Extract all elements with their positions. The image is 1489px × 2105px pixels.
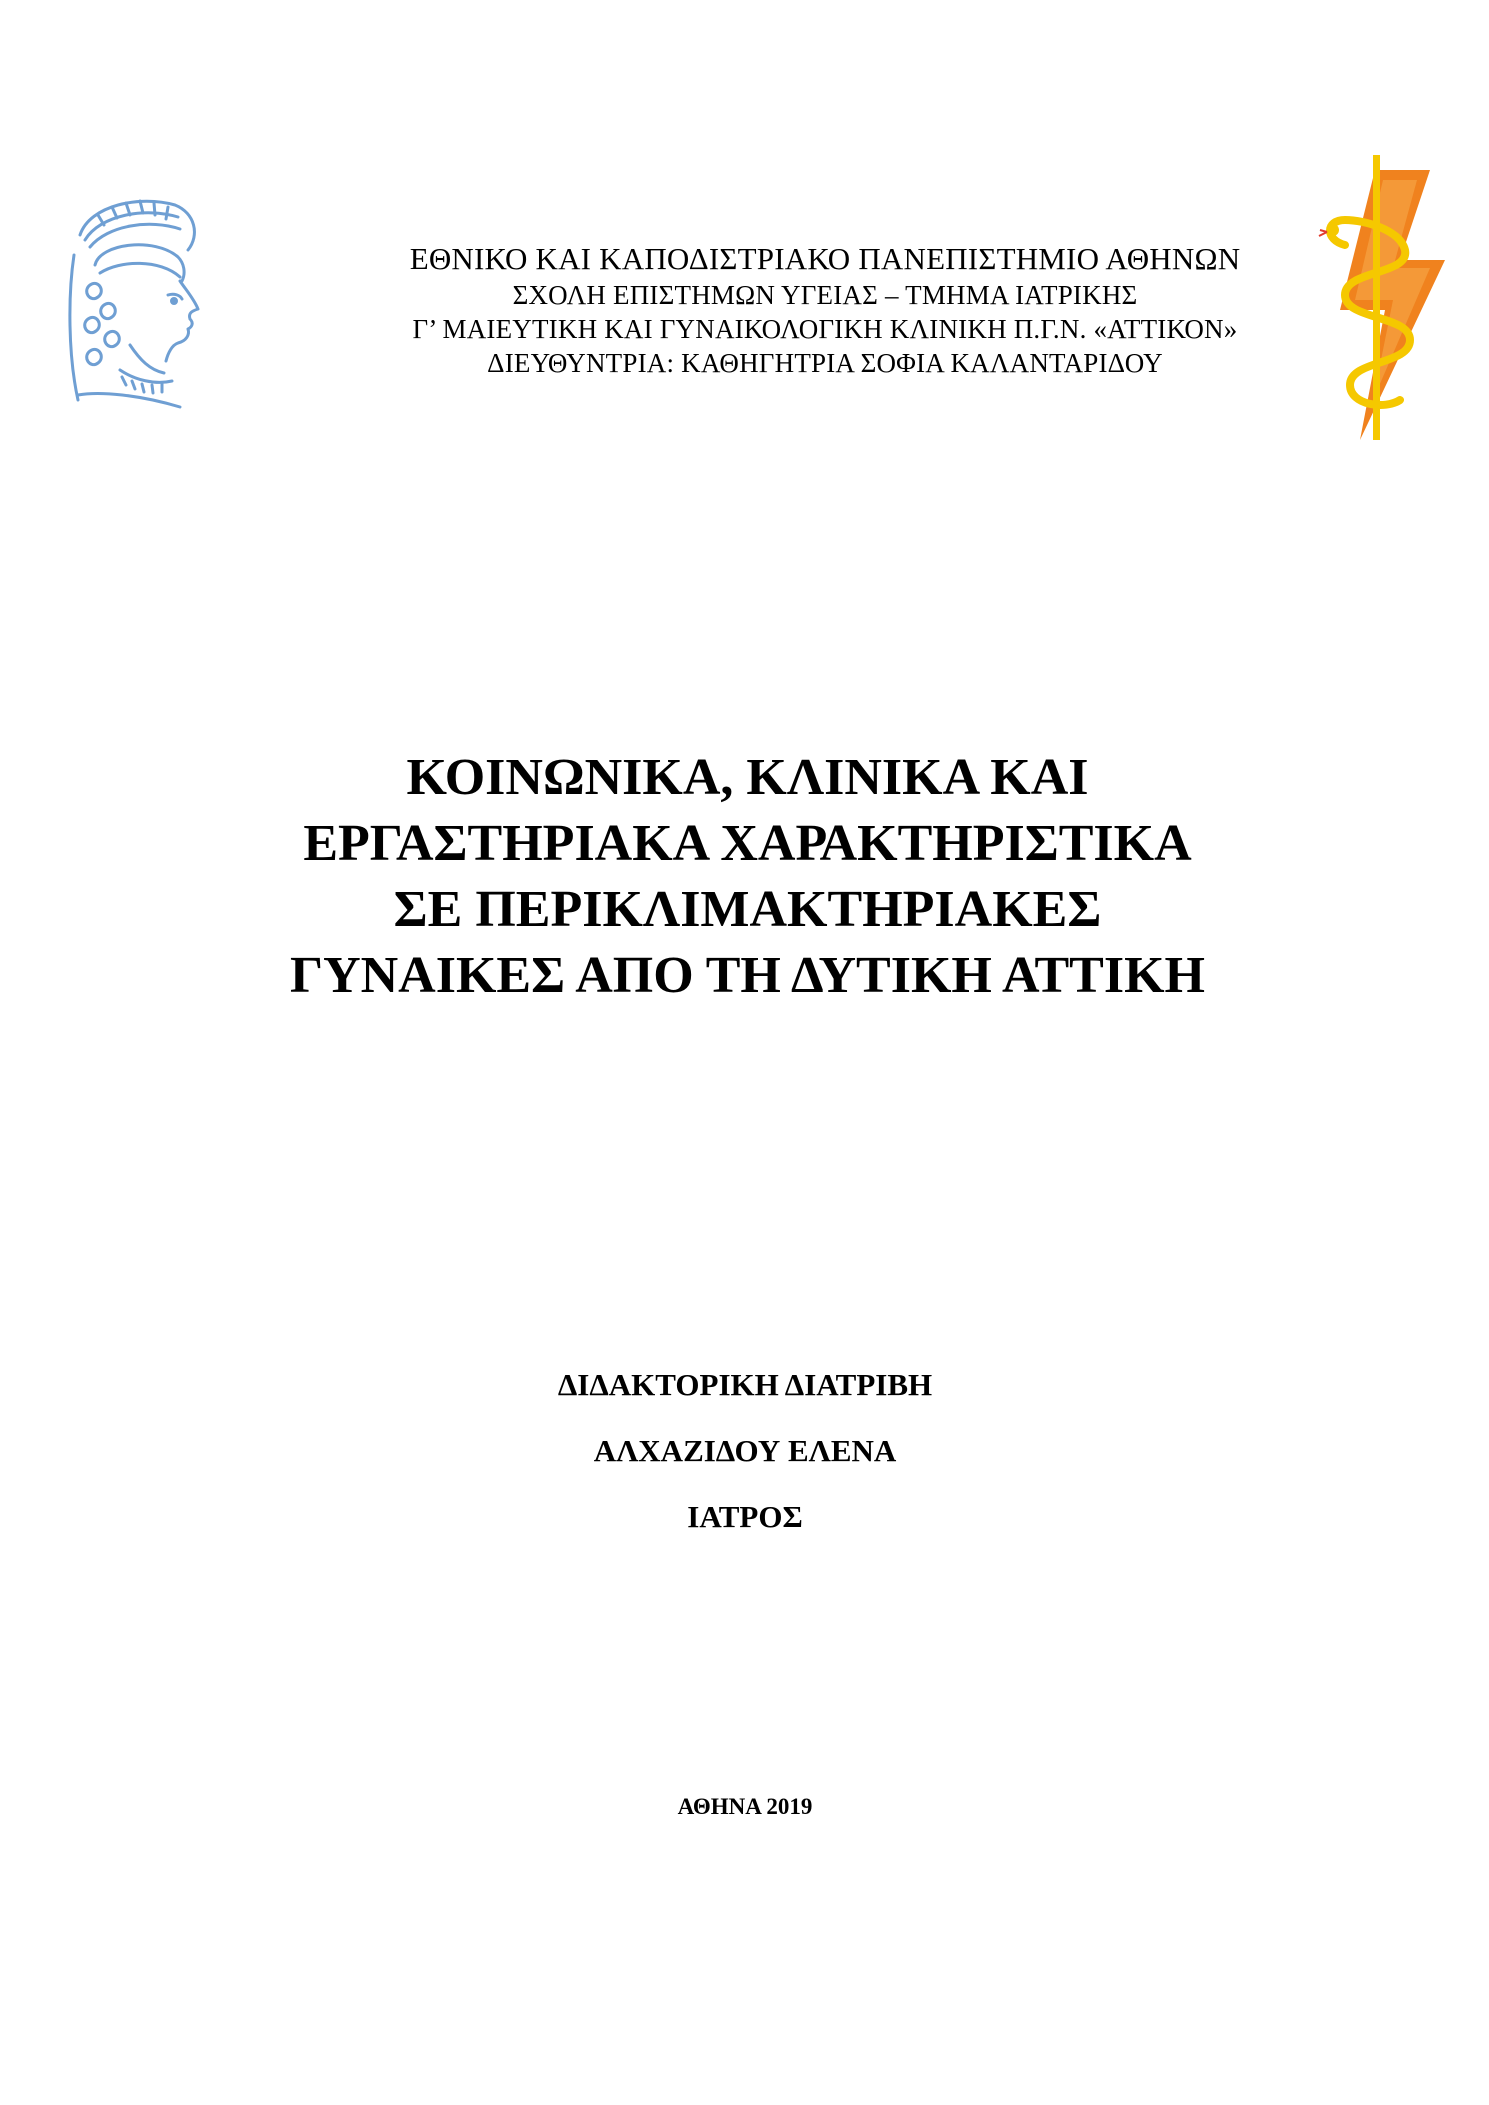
title-line: ΣΕ ΠΕΡΙΚΛΙΜΑΚΤΗΡΙΑΚΕΣ	[393, 881, 1102, 938]
thesis-title	[140, 745, 1355, 1009]
author-name: ΑΛΧΑΖΙΔΟΥ ΕΛΕΝΑ	[593, 1433, 897, 1468]
title-line: ΓΥΝΑΙΚΕΣ ΑΠΟ ΤΗ ΔΥΤΙΚΗ ΑΤΤΙΚΗ	[289, 947, 1205, 1004]
clinic-name: Γ’ ΜΑΙΕΥΤΙΚΗ ΚΑΙ ΓΥΝΑΙΚΟΛΟΓΙΚΗ ΚΛΙΝΙΚΗ Π.Γ.Ν. «ΑΤΤΙΚΟΝ»	[412, 314, 1238, 344]
university-seal-logo	[60, 195, 210, 415]
thesis-type: ΔΙΔΑΚΤΟΡΙΚΗ ΔΙΑΤΡΙΒΗ	[557, 1367, 933, 1402]
title-line: ΕΡΓΑΣΤΗΡΙΑΚΑ ΧΑΡΑΚΤΗΡΙΣΤΙΚΑ	[303, 815, 1192, 872]
author-profession: ΙΑΤΡΟΣ	[687, 1499, 803, 1534]
university-name: ΕΘΝΙΚΟ ΚΑΙ ΚΑΠΟΔΙΣΤΡΙΑΚΟ ΠΑΝΕΠΙΣΤΗΜΙΟ ΑΘΗΝΩΝ	[409, 241, 1241, 276]
title-line: ΚΟΙΝΩΝΙΚΑ, ΚΛΙΝΙΚΑ ΚΑΙ	[406, 749, 1089, 806]
place-and-year: ΑΘΗΝΑ 2019	[677, 1794, 813, 1819]
athena-head-icon	[60, 195, 210, 415]
clinic-director: ΔΙΕΥΘΥΝΤΡΙΑ: ΚΑΘΗΓΗΤΡΙΑ ΣΟΦΙΑ ΚΑΛΑΝΤΑΡΙΔΟΥ	[487, 348, 1163, 378]
thesis-info	[240, 1365, 1250, 1563]
institution-header	[260, 240, 1390, 380]
school-department: ΣΧΟΛΗ ΕΠΙΣΤΗΜΩΝ ΥΓΕΙΑΣ – ΤΜΗΜΑ ΙΑΤΡΙΚΗΣ	[512, 280, 1138, 310]
